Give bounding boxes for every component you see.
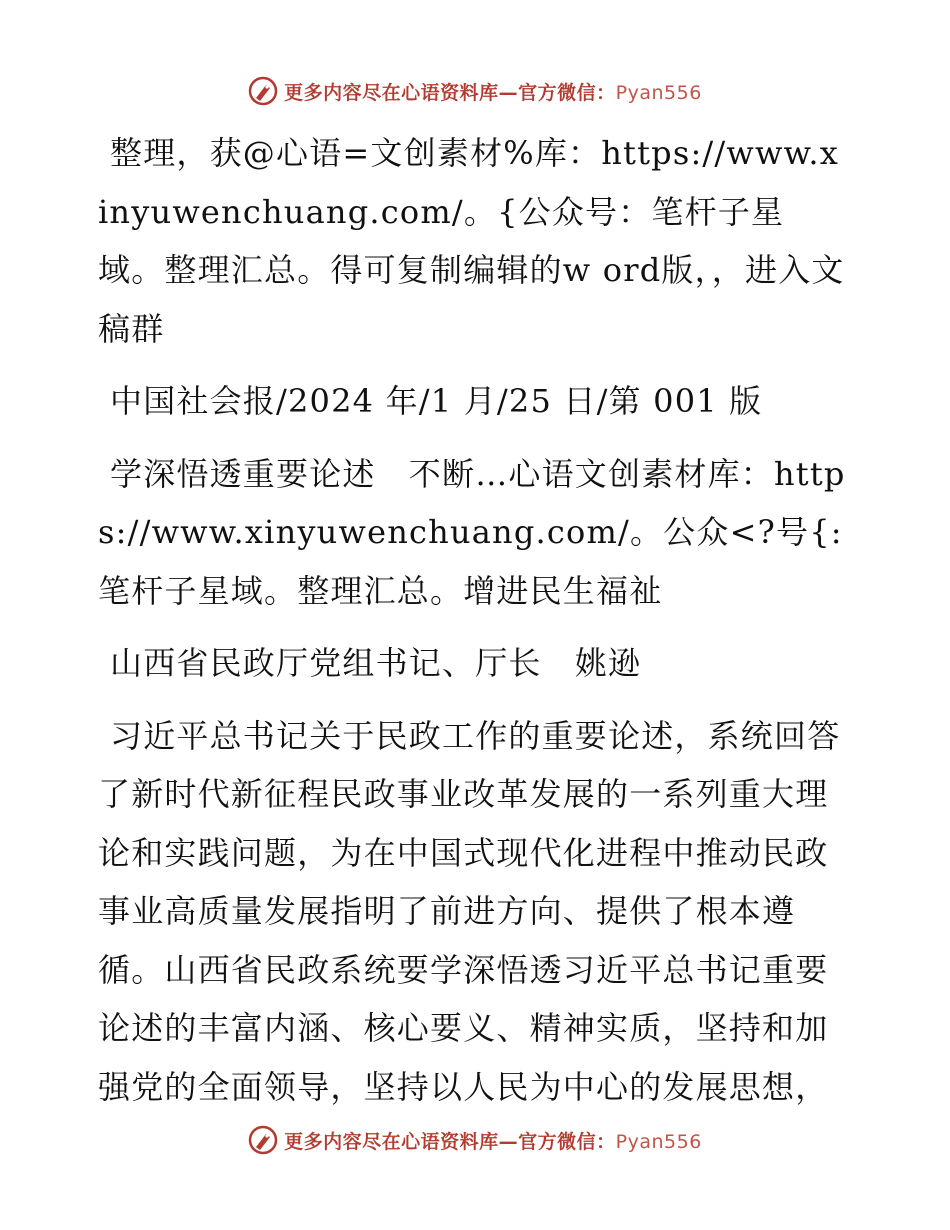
pen-nib-logo-icon <box>248 1125 278 1155</box>
footer-watermark-account: Pyan556 <box>615 1130 702 1153</box>
body-paragraph: 习近平总书记关于民政工作的重要论述，系统回答了新时代新征程民政事业改革发展的一系列重大理论和实践问题，为在中国式现代化进程中推动民政事业高质量发展指明了前进方向、提供了根本遵循。山西省民政系统要学深悟透习近平总书记重要论述的丰富内涵、核心要义、精神实质，坚持和加强党的全面领导，坚持以人民为中心的发展思想， <box>98 716 841 1106</box>
document-body <box>98 124 850 1130</box>
footer-watermark-banner <box>0 1120 950 1160</box>
footer-watermark-text: 更多内容尽在心语资料库—官方微信：Pyan556 <box>284 1130 702 1153</box>
header-watermark-banner <box>0 71 950 111</box>
pen-nib-logo-icon <box>248 76 278 106</box>
header-watermark-text: 更多内容尽在心语资料库—官方微信：Pyan556 <box>284 81 702 104</box>
intro-paragraph: 整理，获@心语=文创素材%库：https://www.xinyuwenchuang.com/。{公众号：笔杆子星域。整理汇总。得可复制编辑的w ord版，，进入文稿群 <box>98 134 845 348</box>
header-watermark-account: Pyan556 <box>615 81 702 104</box>
article-title: 学深悟透重要论述 不断…心语文创素材库：https://www.xinyuwenchuang.com/。公众<?号{:笔杆子星域。整理汇总。增进民生福祉 <box>98 454 846 610</box>
source-line: 中国社会报/2024 年/1 月/25 日/第 001 版 <box>110 382 763 420</box>
author-line: 山西省民政厅党组书记、厅长 姚逊 <box>110 644 642 682</box>
